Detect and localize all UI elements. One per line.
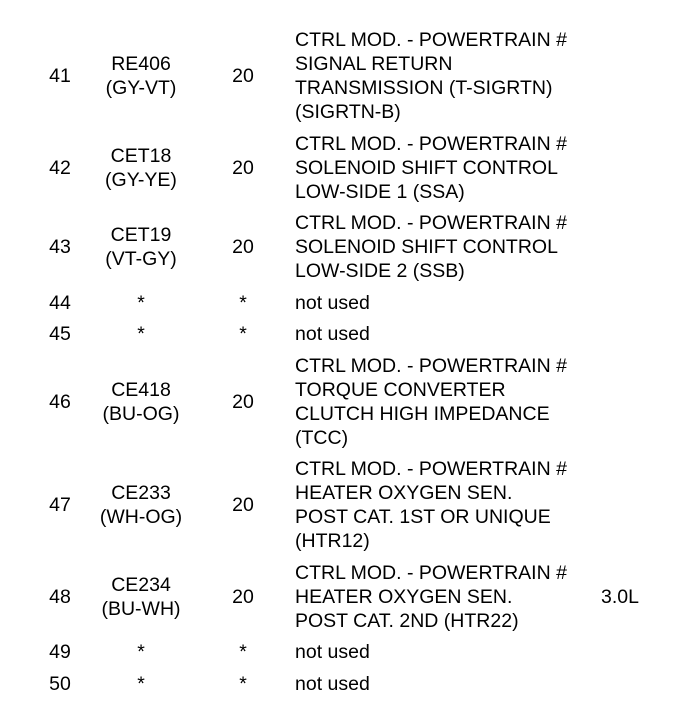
function-line: (SIGRTN-B): [295, 101, 401, 123]
circuit-line: (VT-GY): [105, 248, 177, 270]
circuit-function: [295, 354, 595, 450]
wire-gauge: *: [239, 291, 247, 314]
pin-number: 49: [49, 641, 71, 663]
wire-gauge: 20: [232, 65, 254, 87]
circuit-line: CE234: [111, 573, 171, 596]
function-line: not used: [295, 323, 370, 345]
function-line: CTRL MOD. - POWERTRAIN #: [295, 354, 567, 377]
table-row: [0, 322, 688, 346]
function-line: HEATER OXYGEN SEN.: [295, 585, 513, 608]
table-row: [0, 28, 688, 124]
circuit-code: [86, 52, 196, 100]
circuit-line: CET18: [110, 144, 172, 167]
function-line: CTRL MOD. - POWERTRAIN #: [295, 458, 567, 480]
circuit-code: [86, 640, 196, 664]
circuit-function: [295, 211, 595, 283]
function-line: CTRL MOD. - POWERTRAIN #: [295, 132, 567, 155]
function-line: LOW-SIDE 1 (SSA): [295, 180, 465, 203]
wire-gauge: 20: [232, 585, 254, 608]
function-line: TORQUE CONVERTER: [295, 378, 506, 401]
circuit-function: [295, 291, 595, 315]
function-line: SOLENOID SHIFT CONTROL: [295, 156, 558, 179]
function-line: (HTR12): [295, 530, 370, 552]
table-row: [0, 211, 688, 283]
function-line: (TCC): [295, 426, 349, 449]
circuit-code: [86, 322, 196, 346]
function-line: not used: [295, 641, 370, 663]
circuit-line: (BU-WH): [101, 597, 181, 620]
wire-gauge: *: [239, 641, 247, 663]
function-line: CTRL MOD. - POWERTRAIN #: [295, 29, 567, 51]
function-line: CTRL MOD. - POWERTRAIN #: [295, 212, 567, 234]
circuit-code: [86, 223, 196, 271]
wire-gauge: 20: [232, 156, 254, 179]
pin-number: 47: [49, 494, 71, 516]
circuit-line: RE406: [111, 53, 171, 75]
circuit-line: CE233: [111, 482, 171, 504]
circuit-line: *: [137, 641, 145, 663]
pin-number: 48: [49, 585, 71, 608]
circuit-code: [86, 481, 196, 529]
function-line: CTRL MOD. - POWERTRAIN #: [295, 561, 567, 584]
circuit-function: [295, 322, 595, 346]
circuit-function: [295, 672, 595, 696]
circuit-code: [86, 672, 196, 696]
circuit-function: [295, 640, 595, 664]
table-row: [0, 672, 688, 696]
function-line: not used: [295, 291, 370, 314]
function-line: SIGNAL RETURN: [295, 53, 453, 75]
circuit-line: *: [137, 672, 145, 695]
circuit-line: (WH-OG): [99, 506, 183, 528]
circuit-code: [86, 144, 196, 192]
function-line: LOW-SIDE 2 (SSB): [295, 260, 465, 282]
function-line: not used: [295, 672, 370, 695]
circuit-function: [295, 561, 595, 633]
circuit-code: [86, 573, 196, 621]
wire-gauge: 20: [232, 494, 254, 516]
function-line: CLUTCH HIGH IMPEDANCE: [295, 402, 550, 425]
function-line: TRANSMISSION (T-SIGRTN): [295, 77, 553, 99]
circuit-code: [86, 291, 196, 315]
pin-number: 42: [49, 156, 71, 179]
function-line: HEATER OXYGEN SEN.: [295, 482, 513, 504]
pin-number: 41: [49, 65, 71, 87]
circuit-line: (BU-OG): [102, 402, 180, 425]
pin-number: 45: [49, 323, 71, 345]
table-row: [0, 457, 688, 553]
circuit-function: [295, 132, 595, 204]
circuit-line: CET19: [110, 224, 172, 246]
function-line: POST CAT. 1ST OR UNIQUE: [295, 506, 551, 528]
wire-gauge: *: [239, 672, 247, 695]
circuit-line: *: [137, 291, 145, 314]
circuit-code: [86, 378, 196, 426]
circuit-line: *: [137, 323, 145, 345]
wire-gauge: 20: [232, 236, 254, 258]
function-line: POST CAT. 2ND (HTR22): [295, 609, 519, 632]
pin-number: 43: [49, 236, 71, 258]
wire-gauge: 20: [232, 390, 254, 413]
table-row: [0, 132, 688, 204]
pin-number: 50: [49, 672, 71, 695]
circuit-line: CE418: [111, 378, 171, 401]
table-row: [0, 640, 688, 664]
table-row: [0, 291, 688, 315]
circuit-line: (GY-VT): [105, 77, 177, 99]
option-label: 3.0L: [601, 585, 639, 608]
table-row: [0, 561, 688, 633]
circuit-function: [295, 28, 595, 124]
function-line: SOLENOID SHIFT CONTROL: [295, 236, 558, 258]
pin-number: 46: [49, 390, 71, 413]
wire-gauge: *: [239, 323, 247, 345]
circuit-function: [295, 457, 595, 553]
circuit-line: (GY-YE): [105, 168, 177, 191]
table-row: [0, 354, 688, 450]
pin-number: 44: [49, 291, 71, 314]
